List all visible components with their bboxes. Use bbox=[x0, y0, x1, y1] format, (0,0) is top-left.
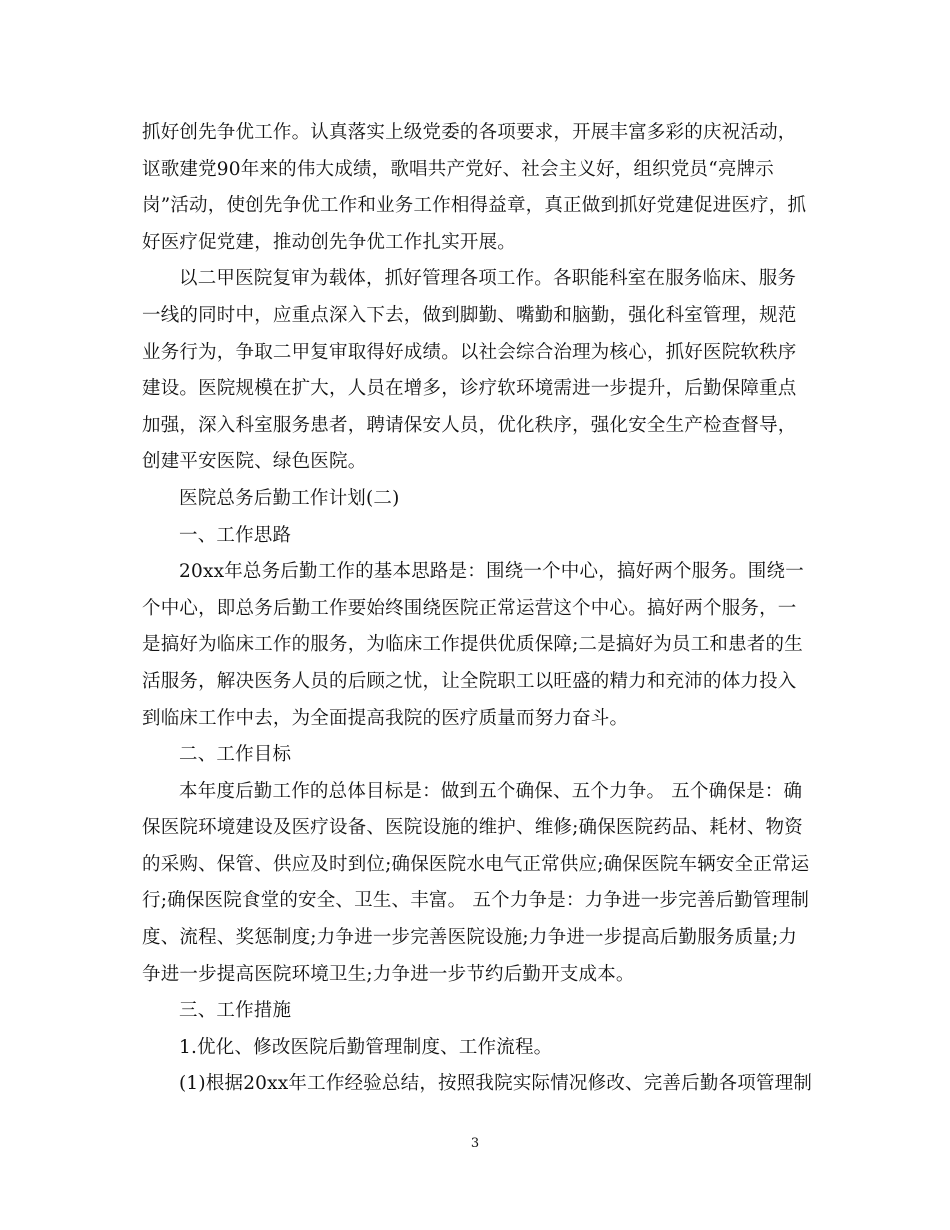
paragraph-work-goals: 本年度后勤工作的总体目标是：做到五个确保、五个力争。 五个确保是：确保医院环境建设及医疗设备、医院设施的维护、维修;确保医院药品、耗材、物资的采购、保管、供应及时到位;确保医院水电气正常供应;确保医院车辆安全正常运行;确保医院食堂的安全、卫生、丰富。 五个力争是：力争进一步完善后勤管理制度、流程、奖惩制度;力争进一步完善医院设施;力争进一步提高后勤服务质量;力争进一步提高医院环境卫生;力争进一步节约后勤开支成本。 bbox=[142, 780, 810, 985]
page-number: 3 bbox=[470, 1136, 480, 1151]
paragraph-work-ideas: 20xx年总务后勤工作的基本思路是：围绕一个中心，搞好两个服务。围绕一个中心，即总务后勤工作要始终围绕医院正常运营这个中心。搞好两个服务，一是搞好为临床工作的服务，为临床工作提供优质保障;二是搞好为员工和患者的生活服务，解决医务人员的后顾之忧，让全院职工以旺盛的精力和充沛的体力投入到临床工作中去，为全面提高我院的医疗质量而努力奋斗。 bbox=[142, 561, 804, 729]
document-body bbox=[142, 115, 812, 1103]
measure-item-1: 1.优化、修改医院后勤管理制度、工作流程。 bbox=[179, 1036, 553, 1058]
measure-subitem-1: (1)根据20xx年工作经验总结，按照我院实际情况修改、完善后勤各项管理制 bbox=[179, 1073, 813, 1095]
heading-work-ideas: 一、工作思路 bbox=[179, 524, 292, 546]
paragraph-party-building: 抓好创先争优工作。认真落实上级党委的各项要求，开展丰富多彩的庆祝活动，讴歌建党90年来的伟大成绩，歌唱共产党好、社会主义好，组织党员“亮牌示岗”活动，使创先争优工作和业务工作相得益章，真正做到抓好党建促进医疗，抓好医疗促党建，推动创先争优工作扎实开展。 bbox=[142, 122, 807, 253]
heading-work-goals: 二、工作目标 bbox=[179, 744, 292, 766]
section-title-plan-two: 医院总务后勤工作计划(二) bbox=[179, 487, 400, 509]
paragraph-hospital-review: 以二甲医院复审为载体，抓好管理各项工作。各职能科室在服务临床、服务一线的同时中，应重点深入下去，做到脚勤、嘴勤和脑勤，强化科室管理，规范业务行为，争取二甲复审取得好成绩。以社会综合治理为核心，抓好医院软秩序建设。医院规模在扩大，人员在增多，诊疗软环境需进一步提升，后勤保障重点加强，深入科室服务患者，聘请保安人员，优化秩序，强化安全生产检查督导，创建平安医院、绿色医院。 bbox=[142, 268, 797, 473]
heading-work-measures: 三、工作措施 bbox=[179, 1000, 292, 1022]
